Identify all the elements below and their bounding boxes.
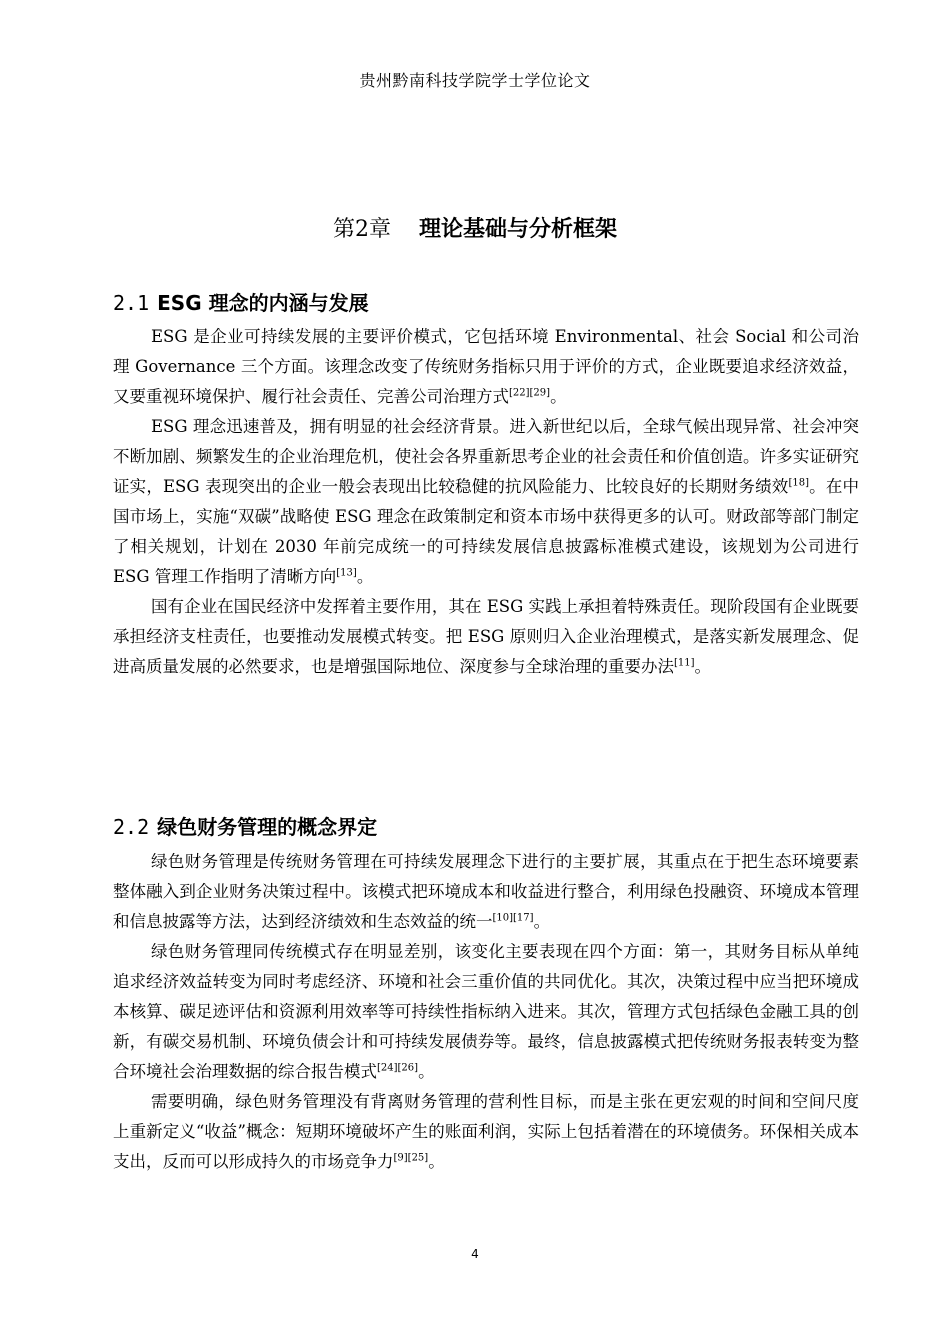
citation: [10][17] bbox=[492, 912, 534, 924]
running-header: 贵州黔南科技学院学士学位论文 bbox=[359, 71, 591, 90]
paragraph-text: 。 bbox=[550, 387, 567, 406]
chapter-name: 理论基础与分析框架 bbox=[418, 217, 617, 242]
citation: [11] bbox=[674, 657, 695, 669]
paragraph-text: 。在中国市场上，实施“双碳”战略使 ESG 理念在政策制定和资本市场中获得更多的认可。财政部等部门制定了相关规划，计划在 2030 年前完成统一的可持续发展信息披露标准模式建设，该规划为公司进行 ESG 管理工作指明了清晰方向 bbox=[113, 477, 859, 586]
paragraph-text: 。 bbox=[428, 1152, 445, 1171]
paragraph-text: 绿色财务管理同传统模式存在明显差别，该变化主要表现在四个方面：第一，其财务目标从单纯追求经济效益转变为同时考虑经济、环境和社会三重价值的共同优化。其次，决策过程中应当把环境成本核算、碳足迹评估和资源利用效率等可持续性指标纳入进来。其次，管理方式包括绿色金融工具的创新，有碳交易机制、环境负债会计和可持续发展债券等。最终，信息披露模式把传统财务报表转变为整合环境社会治理数据的综合报告模式 bbox=[113, 942, 859, 1081]
section-number: 2.1 bbox=[113, 291, 150, 315]
paragraph bbox=[113, 937, 859, 1087]
citation: [24][26] bbox=[377, 1062, 419, 1074]
section-heading bbox=[113, 811, 377, 840]
paragraph bbox=[113, 592, 859, 682]
section-body bbox=[113, 847, 859, 1177]
paragraph-text: 国有企业在国民经济中发挥着主要作用，其在 ESG 实践上承担着特殊责任。现阶段国有企业既要承担经济支柱责任，也要推动发展模式转变。把 ESG 原则归入企业治理模式，是落实新发展理念、促进高质量发展的必然要求，也是增强国际地位、深度参与全球治理的重要办法 bbox=[113, 597, 859, 676]
chapter-title bbox=[0, 212, 950, 243]
citation: [18] bbox=[788, 477, 809, 489]
paragraph bbox=[113, 412, 859, 592]
citation: [13] bbox=[336, 567, 357, 579]
section-heading bbox=[113, 287, 369, 316]
paragraph bbox=[113, 847, 859, 937]
section-body bbox=[113, 322, 859, 682]
chapter-number: 第2章 bbox=[332, 217, 391, 242]
paragraph-text: 绿色财务管理是传统财务管理在可持续发展理念下进行的主要扩展，其重点在于把生态环境要素整体融入到企业财务决策过程中。该模式把环境成本和收益进行整合，利用绿色投融资、环境成本管理和信息披露等方法，达到经济绩效和生态效益的统一 bbox=[113, 852, 859, 931]
paragraph-text: 。 bbox=[694, 657, 712, 676]
paragraph bbox=[113, 1087, 859, 1177]
paragraph-text: 需要明确，绿色财务管理没有背离财务管理的营利性目标，而是主张在更宏观的时间和空间尺度上重新定义“收益”概念：短期环境破坏产生的账面利润，实际上包括着潜在的环境债务。环保相关成本支出，反而可以形成持久的市场竞争力 bbox=[113, 1092, 859, 1171]
paragraph-text: 。 bbox=[418, 1062, 435, 1081]
section-title: ESG 理念的内涵与发展 bbox=[157, 291, 369, 315]
citation: [22][29] bbox=[509, 387, 551, 399]
section-title: 绿色财务管理的概念界定 bbox=[157, 815, 378, 839]
paragraph-text: ESG 是企业可持续发展的主要评价模式，它包括环境 Environmental、社会 Social 和公司治理 Governance 三个方面。该理念改变了传统财务指标只用于评价的方式，企业既要追求经济效益，又要重视环境保护、履行社会责任、完善公司治理方式 bbox=[113, 327, 859, 406]
paragraph-text: 。 bbox=[356, 567, 374, 586]
paragraph-text: ESG 理念迅速普及，拥有明显的社会经济背景。进入新世纪以后，全球气候出现异常、社会冲突不断加剧、频繁发生的企业治理危机，使社会各界重新思考企业的社会责任和价值创造。许多实证研究证实，ESG 表现突出的企业一般会表现出比较稳健的抗风险能力、比较良好的长期财务绩效 bbox=[113, 417, 859, 496]
citation: [9][25] bbox=[393, 1152, 429, 1164]
page-number: 4 bbox=[471, 1247, 479, 1261]
section-number: 2.2 bbox=[113, 815, 150, 839]
paragraph bbox=[113, 322, 859, 412]
paragraph-text: 。 bbox=[533, 912, 551, 931]
